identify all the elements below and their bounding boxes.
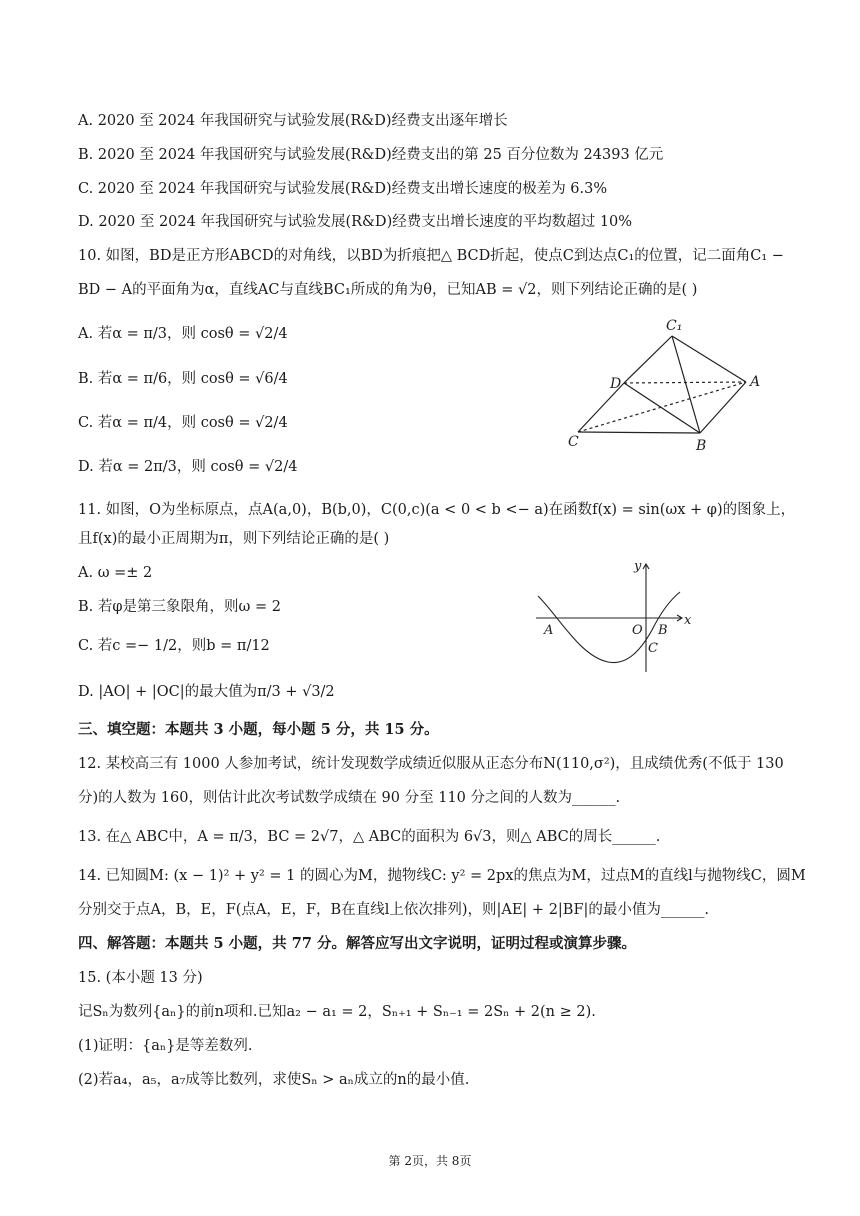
q10-option-a: A. 若α = π/3，则 cosθ = √2/4 — [78, 326, 288, 342]
label-d: D — [610, 376, 622, 392]
q14-line2: 分别交于点A，B，E，F(点A，E，F，B在直线l上依次排列)，则|AE| + 2|BF|的最小值为______. — [78, 902, 710, 918]
q11-option-a: A. ω =± 2 — [78, 565, 153, 581]
q10-option-b: B. 若α = π/6，则 cosθ = √6/4 — [78, 371, 288, 387]
q10-stem-line2: BD − A的平面角为α，直线AC与直线BC₁所成的角为θ，已知AB = √2，则下列结论正确的是( ) — [78, 282, 698, 298]
q9-option-b: B. 2020 至 2024 年我国研究与试验发展(R&D)经费支出的第 25 百分位数为 24393 亿元 — [78, 147, 664, 163]
edge-d-a-hidden — [624, 382, 746, 383]
q9-option-c: C. 2020 至 2024 年我国研究与试验发展(R&D)经费支出增长速度的极差为 6.3% — [78, 181, 608, 197]
label-y: y — [634, 559, 642, 574]
q11-option-c: C. 若c =− 1/2，则b = π/12 — [78, 638, 270, 654]
label-b: B — [658, 623, 668, 638]
label-c: C — [568, 434, 579, 450]
label-c: C — [648, 641, 658, 656]
label-a: A — [750, 374, 761, 390]
q15-part2: (2)若a₄，a₅，a₇成等比数列，求使Sₙ > aₙ成立的n的最小值. — [78, 1072, 470, 1088]
section-4-heading: 四、解答题：本题共 5 小题，共 77 分。解答应写出文字说明，证明过程或演算步骤。 — [78, 935, 636, 952]
q10-option-c: C. 若α = π/4，则 cosθ = √2/4 — [78, 415, 288, 431]
section-3-heading: 三、填空题：本题共 3 小题，每小题 5 分，共 15 分。 — [78, 721, 439, 738]
q11-stem-line1: 11. 如图，O为坐标原点，点A(a,0)，B(b,0)，C(0,c)(a < 0 < b <− a)在函数f(x) = sin(ωx + φ)的图象上， — [78, 502, 796, 518]
q12-line1: 12. 某校高三有 1000 人参加考试，统计发现数学成绩近似服从正态分布N(110,σ²)，且成绩优秀(不低于 130 — [78, 756, 784, 772]
label-a: A — [544, 623, 554, 638]
edge-c1-d — [624, 336, 672, 383]
q15-header: 15. (本小题 13 分) — [78, 970, 203, 986]
q14-line1: 14. 已知圆M: (x − 1)² + y² = 1 的圆心为M，抛物线C: y² = 2px的焦点为M，过点M的直线l与抛物线C，圆M — [78, 868, 806, 884]
q9-option-a: A. 2020 至 2024 年我国研究与试验发展(R&D)经费支出逐年增长 — [78, 113, 508, 129]
edge-d-b — [624, 383, 700, 433]
label-o: O — [632, 623, 643, 638]
q9-option-d: D. 2020 至 2024 年我国研究与试验发展(R&D)经费支出增长速度的平均数超过 10% — [78, 214, 633, 230]
q15-part1: (1)证明：{aₙ}是等差数列. — [78, 1038, 253, 1054]
label-x: x — [684, 613, 692, 628]
q15-stem: 记Sₙ为数列{aₙ}的前n项和.已知a₂ − a₁ = 2，Sₙ₊₁ + Sₙ₋₁ = 2Sₙ + 2(n ≥ 2). — [78, 1004, 596, 1020]
label-b: B — [696, 438, 707, 454]
q11-option-b: B. 若φ是第三象限角，则ω = 2 — [78, 599, 281, 615]
q10-stem-line1: 10. 如图，BD是正方形ABCD的对角线，以BD为折痕把△ BCD折起，使点C到达点C₁的位置，记二面角C₁ − — [78, 248, 784, 264]
edge-c-b — [578, 432, 700, 433]
q12-line2: 分)的人数为 160，则估计此次考试数学成绩在 90 分至 110 分之间的人数为______. — [78, 790, 621, 806]
page-footer: 第 2页，共 8页 — [388, 1154, 472, 1168]
q11-figure — [530, 556, 700, 676]
q13-text: 13. 在△ ABC中，A = π/3，BC = 2√7，△ ABC的面积为 6√3，则△ ABC的周长______. — [78, 829, 661, 845]
label-c1: C₁ — [666, 318, 683, 334]
q11-stem-line2: 且f(x)的最小正周期为π，则下列结论正确的是( ) — [78, 531, 390, 547]
edge-c-a-hidden — [578, 382, 746, 432]
q10-figure — [560, 316, 780, 456]
edge-b-a — [700, 382, 746, 433]
q10-option-d: D. 若α = 2π/3，则 cosθ = √2/4 — [78, 459, 298, 475]
q11-option-d: D. |AO| + |OC|的最大值为π/3 + √3/2 — [78, 684, 335, 700]
